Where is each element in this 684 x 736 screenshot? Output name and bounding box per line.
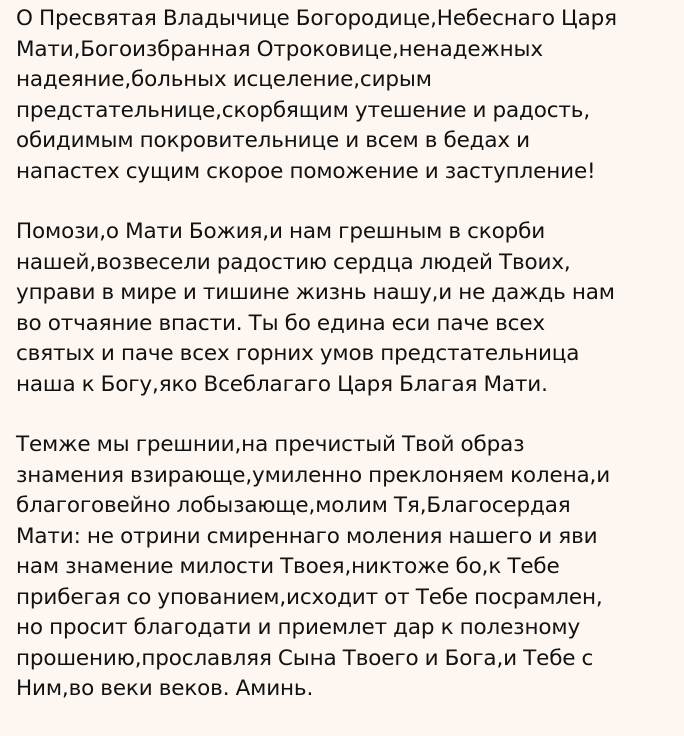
text-line: нашей,возвесели радостию сердца людей Твоих,: [16, 249, 571, 275]
text-line: надеяние,больных исцеление,сирым: [16, 67, 432, 92]
text-line: Ним,во веки веков. Аминь.: [16, 676, 314, 701]
text-line: предстательнице,скорбящим утешение и радость,: [16, 97, 591, 123]
text-line: напастех сущим скорое поможение и заступление!: [16, 158, 596, 184]
text-line: Темже мы грешнии,на пречистый Твой образ: [16, 432, 525, 457]
paragraph-invocation: [16, 4, 676, 187]
text-line: Мати,Богоизбранная Отроковице,ненадежных: [16, 36, 543, 62]
text-line: наша к Богу,яко Всеблагаго Царя Благая Мати.: [16, 371, 548, 397]
text-line: святых и паче всех горних умов предстательница: [16, 341, 580, 366]
paragraph-petition: [16, 217, 676, 400]
text-line: Мати: не отрини смиреннаго моления нашего и яви: [16, 523, 598, 549]
text-line: управи в мире и тишине жизнь нашу,и не даждь нам: [16, 280, 615, 305]
text-line: знамения взирающе,умиленно преклоняем колена,и: [16, 462, 611, 488]
text-line: нам знамение милости Твоея,никтоже бо,к Тебе: [16, 554, 560, 579]
text-line: О Пресвятая Владычице Богородице,Небеснаго Царя: [16, 6, 617, 31]
text-line: прибегая со упованием,исходит от Тебе посрамлен,: [16, 584, 603, 610]
text-line: обидимым покровительнице и всем в бедах и: [16, 128, 530, 153]
paragraph-spacer: [16, 400, 676, 430]
paragraph-spacer: [16, 187, 676, 217]
text-line: благоговейно лобызающе,молим Тя,Благосердая: [16, 493, 571, 518]
text-line: но просит благодати и приемлет дар к полезному: [16, 615, 581, 640]
text-line: во отчаяние впасти. Ты бо едина еси паче всех: [16, 310, 545, 336]
text-line: Помози,о Мати Божия,и нам грешным в скорби: [16, 219, 546, 244]
text-line: прошению,прославляя Сына Твоего и Бога,и Тебе с: [16, 645, 594, 671]
paragraph-conclusion: [16, 430, 676, 705]
